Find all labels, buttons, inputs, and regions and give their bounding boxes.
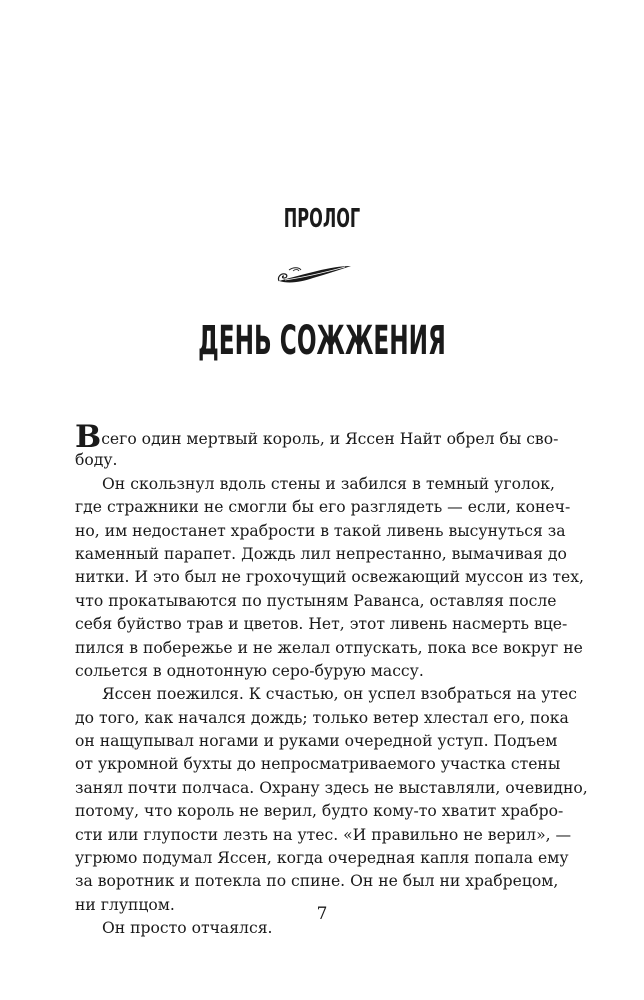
text-line: что прокатываются по пустыням Раванса, оставляя после [75,591,557,610]
text-line: за воротник и потекла по спине. Он не был ни храбрецом, [75,872,559,891]
text-line: пился в побережье и не желал отпускать, пока все вокруг не [75,638,583,657]
text-line: сти или глупости лезть на утес. «И правильно не верил», — [75,825,572,844]
text-line: угрюмо подумал Яссен, когда очередная капля попала ему [75,849,569,868]
text-line: боду. [75,451,118,470]
text-line: потому, что король не верил, будто кому-то хватит храбро- [75,802,564,821]
prologue-heading: ПРОЛОГ [283,204,361,234]
text-line: он нащупывал ногами и руками очередной уступ. Подъем [75,732,558,751]
text-line: Яссен поежился. К счастью, он успел взобраться на утес [102,685,578,704]
text-line: каменный парапет. Дождь лил непрестанно, вымачивая до [75,544,567,563]
text-line: занял почти полчаса. Охрану здесь не выставляли, очевидно, [75,778,588,797]
text-line: себя буйство трав и цветов. Нет, этот ливень насмерть вце- [75,615,568,634]
text-line: где стражники не смогли бы его разглядеть — если, конеч- [75,498,571,517]
page-number: 7 [316,904,328,924]
text-line: сольется в однотонную серо-бурую массу. [75,661,424,680]
feather-icon [275,262,353,286]
drop-cap: В [75,419,102,455]
text-line: Он скользнул вдоль стены и забился в темный уголок, [102,474,555,493]
text-line: до того, как начался дождь; только ветер хлестал его, пока [75,708,569,727]
text-line: нитки. И это был не грохочущий освежающий муссон из тех, [75,568,584,587]
chapter-title: ДЕНЬ СОЖЖЕНИЯ [198,318,446,364]
body-text [75,419,588,941]
text-line: от укромной бухты до непросматриваемого участка стены [75,755,561,774]
text-line: Всего один мертвый король, и Яссен Найт обрел бы сво- [75,419,559,455]
text-line: Он просто отчаялся. [102,919,273,938]
text-line: ни глупцом. [75,895,175,914]
text-line: но, им недостанет храбрости в такой ливень высунуться за [75,521,566,540]
